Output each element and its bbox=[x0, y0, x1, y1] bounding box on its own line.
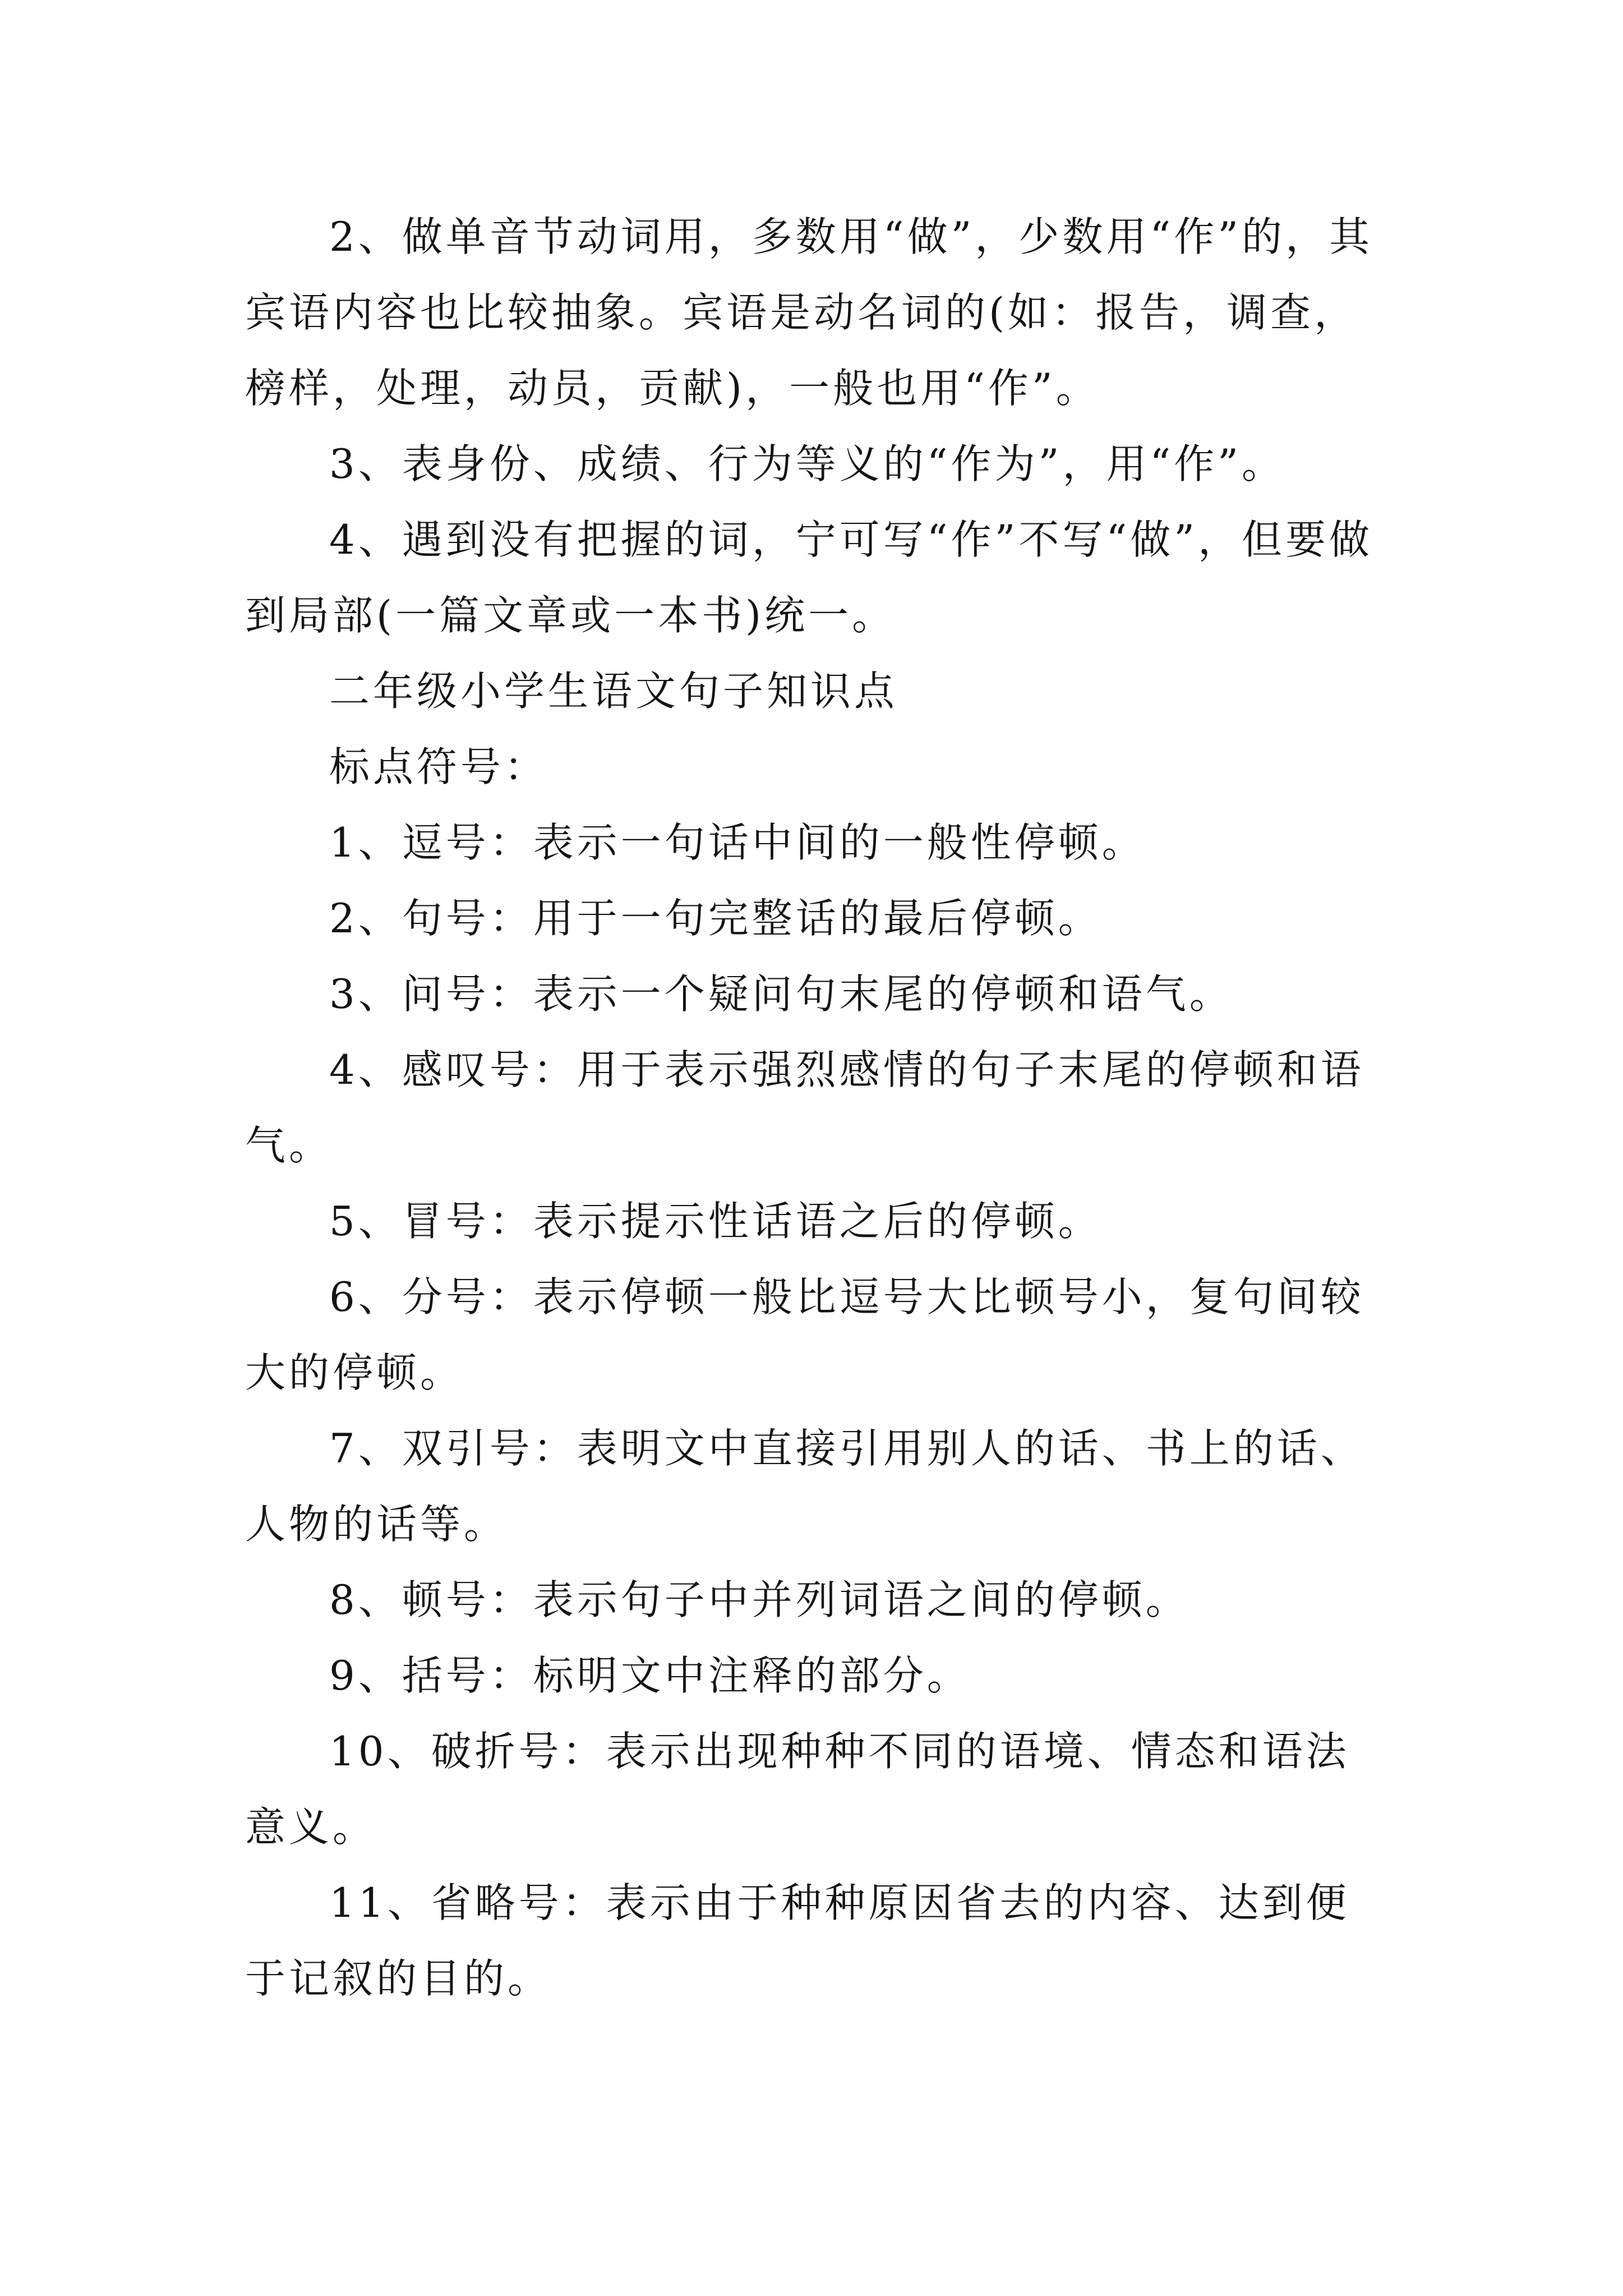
section-heading: 二年级小学生语文句子知识点 bbox=[329, 668, 898, 715]
list-item-colon: 5、冒号：表示提示性话语之后的停顿。 bbox=[329, 1198, 1102, 1245]
list-item-double-quotes: 7、双引号：表明文中直接引用别人的话、书上的话、人物的话等。 bbox=[245, 1425, 1364, 1548]
document-body bbox=[245, 199, 1389, 2017]
paragraph-zuo-identity: 3、表身份、成绩、行为等义的“作为”，用“作”。 bbox=[329, 440, 1286, 487]
paragraph-zuo-uncertain: 4、遇到没有把握的词，宁可写“作”不写“做”，但要做到局部(一篇文章或一本书)统一。 bbox=[245, 516, 1373, 639]
list-item-period: 2、句号：用于一句完整话的最后停顿。 bbox=[329, 895, 1102, 942]
paragraph-zuo-monosyllabic-verb: 2、做单音节动词用，多数用“做”，少数用“作”的，其宾语内容也比较抽象。宾语是动名词的(如：报告，调查，榜样，处理，动员，贡献)，一般也用“作”。 bbox=[245, 213, 1373, 412]
list-item-ellipsis: 11、省略号：表示由于种种原因省去的内容、达到便于记叙的目的。 bbox=[245, 1879, 1350, 2002]
list-item-exclamation-mark: 4、感叹号：用于表示强烈感情的句子末尾的停顿和语气。 bbox=[245, 1046, 1364, 1169]
list-item-question-mark: 3、问号：表示一个疑问句末尾的停顿和语气。 bbox=[329, 970, 1233, 1018]
list-item-dash: 10、破折号：表示出现种种不同的语境、情态和语法意义。 bbox=[245, 1728, 1350, 1851]
subheading-punctuation: 标点符号： bbox=[329, 743, 548, 790]
list-item-semicolon: 6、分号：表示停顿一般比逗号大比顿号小，复句间较大的停顿。 bbox=[245, 1273, 1364, 1396]
list-item-parentheses: 9、括号：标明文中注释的部分。 bbox=[329, 1652, 971, 1699]
list-item-enumeration-comma: 8、顿号：表示句子中并列词语之间的停顿。 bbox=[329, 1576, 1189, 1623]
list-item-comma: 1、逗号：表示一句话中间的一般性停顿。 bbox=[329, 819, 1146, 866]
